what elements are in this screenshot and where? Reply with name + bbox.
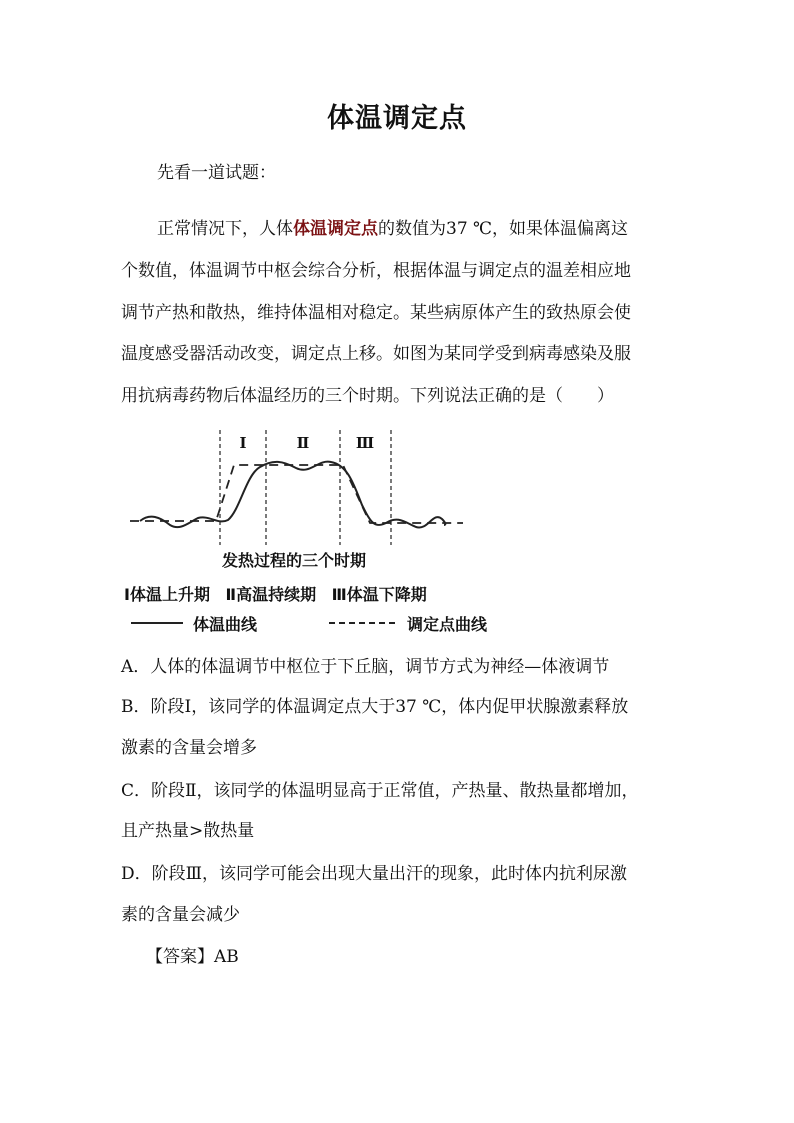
legend-dashed-line	[329, 622, 395, 624]
question-line-1	[157, 217, 717, 241]
option-c-line-2: 且产热量>散热量	[121, 821, 255, 841]
legend-dashed-label: 调定点曲线	[407, 615, 488, 634]
body-temperature-curve	[140, 462, 445, 528]
option-b-line-2: 激素的含量会增多	[121, 738, 257, 758]
question-line-1-post: 的数值为37 ℃，如果体温偏离这	[378, 219, 629, 239]
option-b-line-1: B．阶段Ⅰ，该同学的体温调定点大于37 ℃，体内促甲状腺激素释放	[121, 697, 629, 717]
phase-desc-3: Ⅲ体温下降期	[331, 585, 427, 604]
legend-solid-label: 体温曲线	[193, 615, 258, 634]
intro-text: 先看一道试题：	[157, 163, 276, 183]
question-line-4: 温度感受器活动改变，调定点上移。如图为某同学受到病毒感染及服	[121, 344, 631, 364]
figure-caption: 发热过程的三个时期	[222, 551, 367, 570]
question-line-2: 个数值，体温调节中枢会综合分析，根据体温与调定点的温差相应地	[121, 261, 631, 281]
figure-legend	[131, 612, 511, 634]
legend-solid-line	[131, 622, 183, 624]
phase-desc-2: Ⅱ高温持续期	[225, 585, 317, 604]
question-line-1-pre: 正常情况下，人体	[157, 219, 293, 239]
option-d-line-2: 素的含量会减少	[121, 905, 240, 925]
phase-descriptions	[124, 582, 437, 605]
phase-desc-1: Ⅰ体温上升期	[124, 585, 210, 604]
page-title: 体温调定点	[327, 103, 467, 134]
option-a: A．人体的体温调节中枢位于下丘脑，调节方式为神经—体液调节	[121, 657, 610, 677]
phase-label-3: Ⅲ	[355, 434, 375, 452]
question-line-3: 调节产热和散热，维持体温相对稳定。某些病原体产生的致热原会使	[121, 303, 631, 323]
phase-label-2: Ⅱ	[296, 434, 310, 452]
option-c-line-1: C．阶段Ⅱ，该同学的体温明显高于正常值，产热量、散热量都增加，	[121, 781, 639, 801]
phase-label-1: Ⅰ	[239, 434, 247, 452]
answer-text: 【答案】AB	[146, 947, 239, 967]
highlight-term: 体温调定点	[293, 219, 378, 239]
question-line-5: 用抗病毒药物后体温经历的三个时期。下列说法正确的是（ ）	[121, 386, 614, 406]
set-point-curve	[130, 465, 463, 523]
option-d-line-1: D．阶段Ⅲ，该同学可能会出现大量出汗的现象，此时体内抗利尿激	[121, 864, 628, 884]
